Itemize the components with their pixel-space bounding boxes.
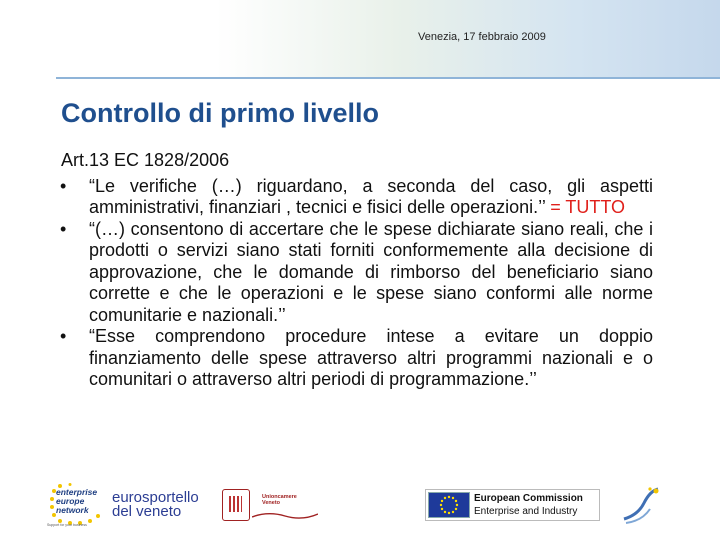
eurosportello-logo: eurosportello del veneto [112,489,199,520]
bullet-icon: • [60,326,67,346]
bullet-item [60,219,653,327]
unioncamere-wave-icon [252,511,318,520]
article-reference: Art.13 EC 1828/2006 [61,150,230,170]
een-logo-subtitle: Support for your business [47,523,87,527]
commission-dg: Enterprise and Industry [474,506,578,517]
bullet-icon: • [60,175,67,196]
een-logo-text: enterprise europe network [56,487,98,515]
cip-swirl-logo-icon [620,485,662,525]
slide-title: Controllo di primo livello [61,98,380,128]
commission-name: European Commission [474,493,583,504]
footer-logos [0,475,720,540]
header-divider [56,77,720,79]
bullet-list [60,176,653,391]
bullet-text: “Le verifiche (…) riguardano, a seconda del caso, gli aspetti amministrativi, finanziari , tecnici e fisici delle operazioni.’’ [89,175,653,217]
bullet-text: “(…) consentono di accertare che le spese dichiarate siano reali, che i prodotti o servizi siano stati forniti conformemente alla decisione di approvazione, che le domande di rimborso del beneficiario siano corrette e che le operazioni e le spese siano conformi alle norme comunitarie e nazionali.’’ [89,218,653,325]
bullet-icon: • [60,218,67,239]
bullet-text: “Esse comprendono procedure intese a evitare un doppio finanziamento delle spese attraverso altri programmi nazionali e o comunitari o attraverso altri periodi di programmazione.’’ [89,326,653,389]
eu-flag-icon [428,492,470,518]
bullet-highlight: = TUTTO [550,197,626,217]
unioncamere-emblem-icon [222,489,250,521]
commission-text [474,492,583,518]
unioncamere-logo-text: Unioncamere Veneto [262,494,297,506]
slide-date: Venezia, 17 febbraio 2009 [418,31,546,43]
bullet-item [60,326,653,391]
slide-body [60,150,653,391]
bullet-item [60,176,653,219]
header-band [0,0,720,78]
